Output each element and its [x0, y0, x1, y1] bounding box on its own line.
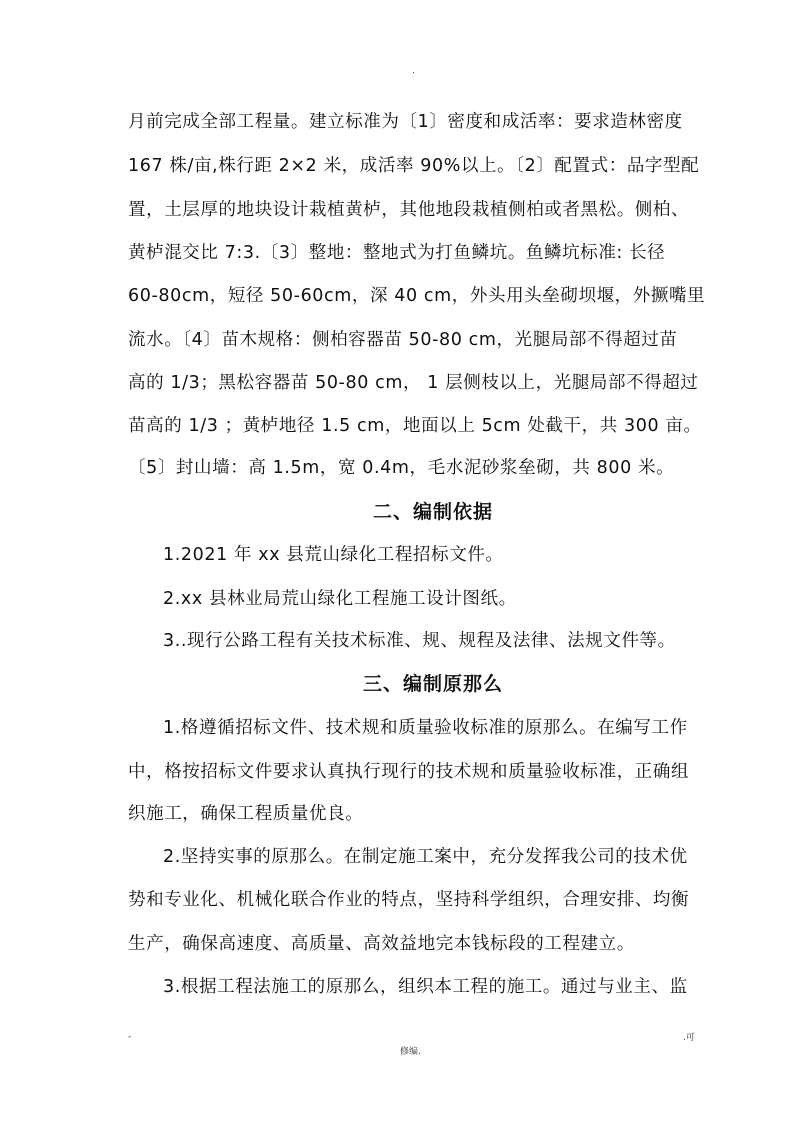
text-line: 3.根据工程法施工的原那么，组织本工程的施工。通过与业主、监: [163, 977, 688, 997]
footer-left-mark: -: [128, 1032, 132, 1042]
text-line: 〔5〕封山墙：高 1.5m，宽 0.4m，毛水泥砂浆垒砌，共 800 米。: [128, 458, 675, 478]
text-line: 167 株/亩,株行距 2×2 米，成活率 90%以上。〔2〕配置式：品字型配: [128, 156, 700, 176]
text-line: 黄栌混交比 7:3.〔3〕整地：整地式为打鱼鳞坑。鱼鳞坑标准: 长径: [128, 243, 666, 263]
text-line: 织施工，确保工程质量优良。: [128, 804, 364, 824]
footer-center-text: 修编.: [400, 1047, 421, 1057]
section-heading: 三、编制原那么: [362, 673, 503, 695]
footer-right-mark: .可: [683, 1033, 695, 1043]
text-line: 1.格遵循招标文件、技术规和质量验收标准的原那么。在编写工作: [163, 718, 688, 738]
list-item: 2.xx 县林业局荒山绿化工程施工设计图纸。: [163, 589, 517, 609]
text-line: 中，格按招标文件要求认真执行现行的技术规和质量验收标准，正确组: [128, 762, 690, 782]
text-line: 高的 1/3；黑松容器苗 50-80 cm， 1 层侧枝以上，光腿局部不得超过: [128, 373, 699, 393]
text-line: 苗高的 1/3 ；黄栌地径 1.5 cm，地面以上 5cm 处截干，共 300 亩。: [128, 416, 702, 436]
header-mark: .: [412, 66, 415, 76]
list-item: 1.2021 年 xx 县荒山绿化工程招标文件。: [163, 545, 504, 565]
text-line: 生产，确保高速度、高质量、高效益地完本钱标段的工程建立。: [128, 934, 635, 954]
text-line: 置，土层厚的地块设计栽植黄栌，其他地段栽植侧柏或者黑松。侧柏、: [128, 200, 690, 220]
text-line: 流水。〔4〕苗木规格：侧柏容器苗 50-80 cm，光腿局部不得超过苗: [128, 330, 678, 350]
text-line: 2.坚持实事的原那么。在制定施工案中，充分发挥我公司的技术优: [163, 847, 688, 867]
section-heading: 二、编制依据: [372, 501, 493, 523]
text-line: 势和专业化、机械化联合作业的特点，坚持科学组织，合理安排、均衡: [128, 890, 690, 910]
text-line: 60-80cm，短径 50-60cm，深 40 cm，外头用头垒砌坝堰，外撅嘴里: [128, 286, 706, 306]
text-line: 月前完成全部工程量。建立标准为〔1〕密度和成活率：要求造林密度: [128, 112, 683, 132]
list-item: 3..现行公路工程有关技术标准、规、规程及法律、法规文件等。: [163, 631, 676, 651]
